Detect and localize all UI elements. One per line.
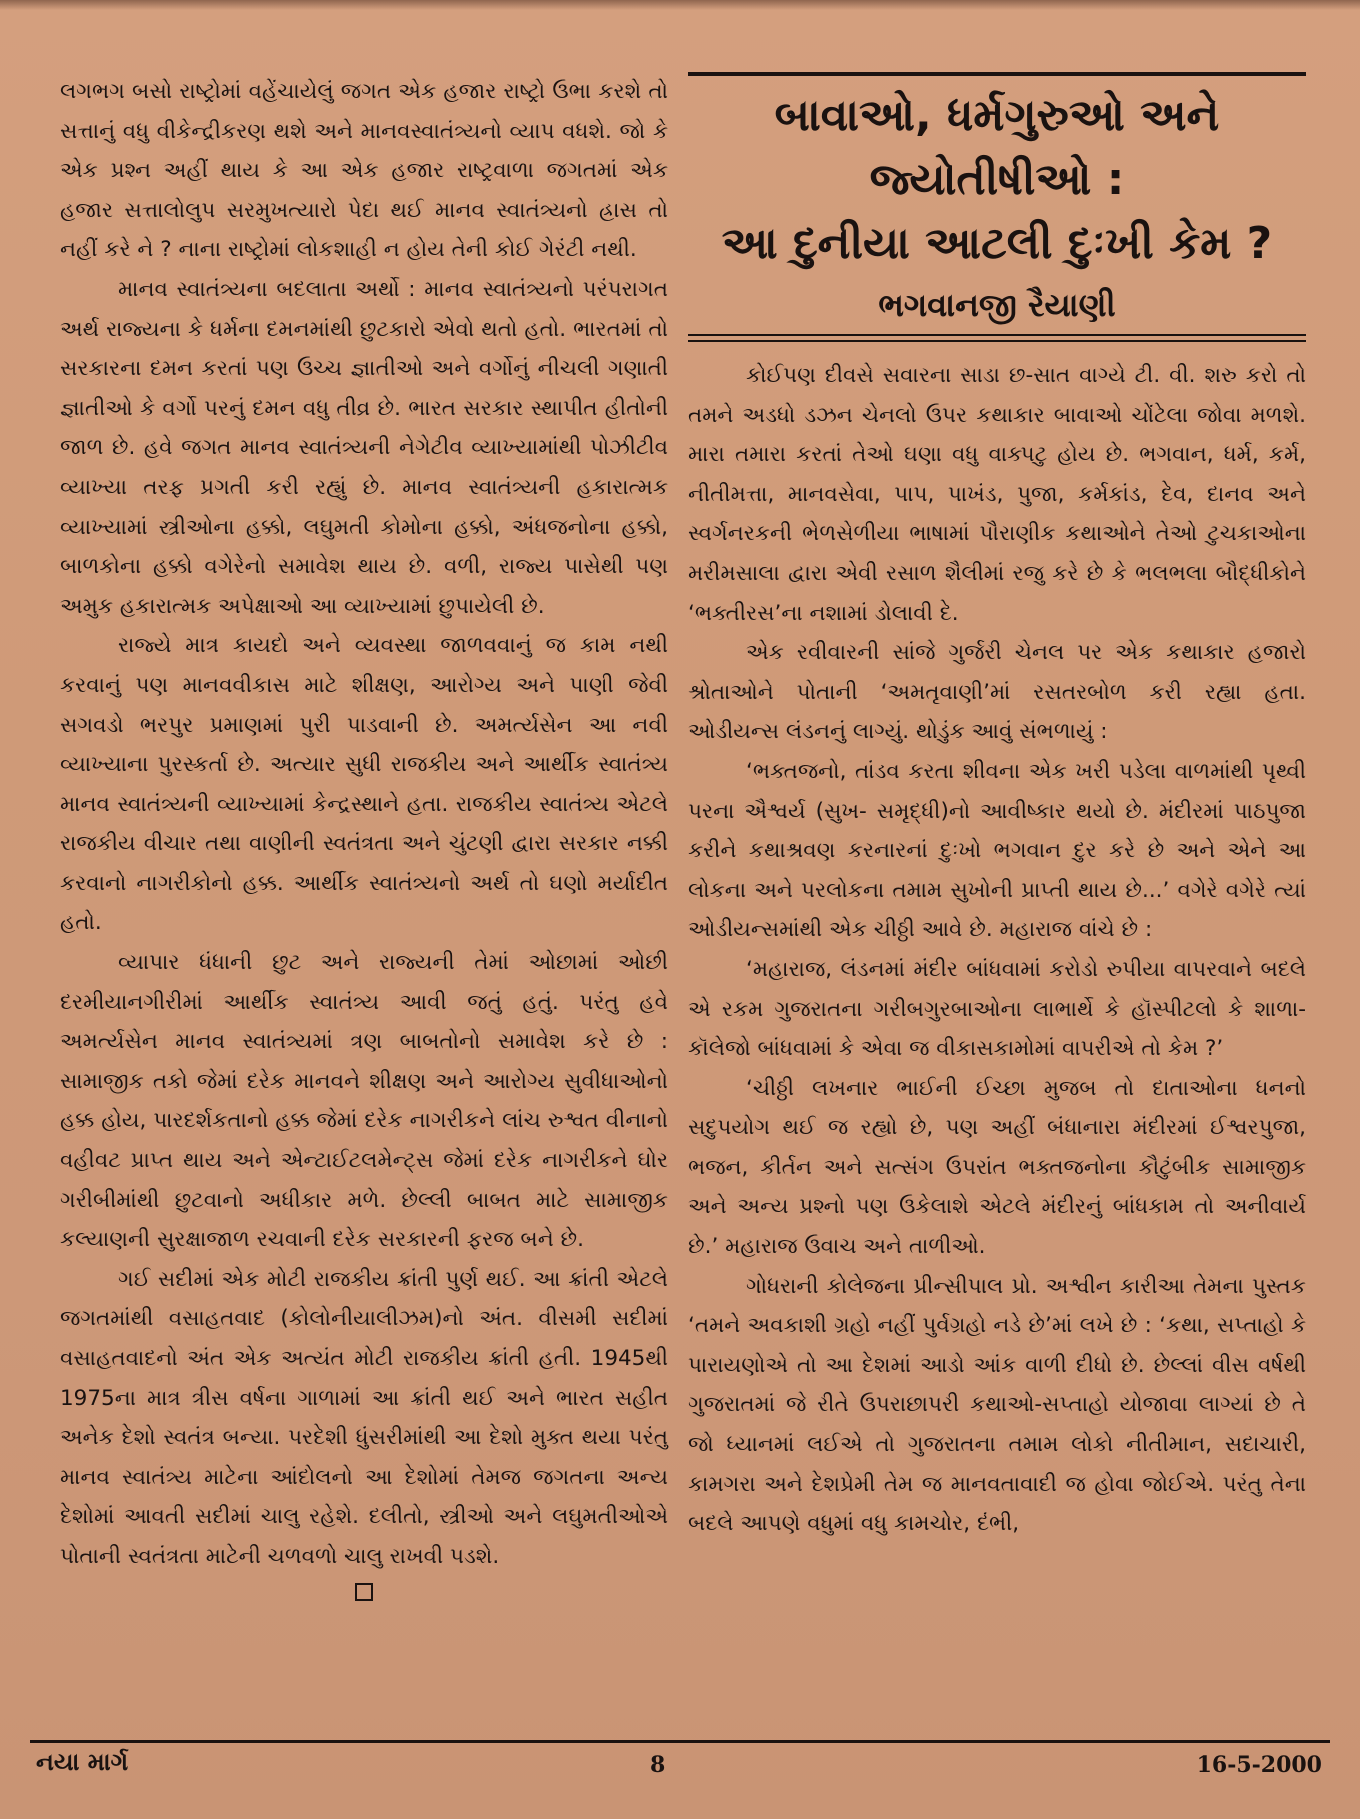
left-column	[60, 72, 668, 1601]
page-top-edge	[0, 0, 1360, 10]
article-body	[688, 356, 1306, 1544]
left-paragraph-3: રાજ્યે માત્ર કાયદો અને વ્યવસ્થા જાળવવાનું જ કામ નથી કરવાનું પણ માનવવીકાસ માટે શીક્ષણ, આરોગ્ય અને પાણી જેવી સગવડો ભરપુર પ્રમાણમાં પુરી પાડવાની છે. અમર્ત્યસેન આ નવી વ્યાખ્યાના પુરસ્કર્તા છે. અત્યાર સુધી રાજકીય અને આર્થીક સ્વાતંત્ર્ય માનવ સ્વાતંત્ર્યની વ્યાખ્યામાં કેન્દ્રસ્થાને હતા. રાજકીય સ્વાતંત્ર્ય એટલે રાજકીય વીચાર તથા વાણીની સ્વતંત્રતા અને ચુંટણી દ્વારા સરકાર નક્કી કરવાનો નાગરીકોનો હક્ક. આર્થીક સ્વાતંત્ર્યનો અર્થ તો ઘણો મર્યાદીત હતો.	[60, 633, 668, 936]
left-paragraph-5: ગઈ સદીમાં એક મોટી રાજકીય ક્રાંતી પુર્ણ થઈ. આ ક્રાંતી એટલે જગતમાંથી વસાહતવાદ (કોલોનીયાલીઝમ)નો અંત. વીસમી સદીમાં વસાહતવાદનો અંત એક અત્યંત મોટી રાજકીય ક્રાંતી હતી. 1945થી 1975ના માત્ર ત્રીસ વર્ષના ગાળામાં આ ક્રાંતી થઈ અને ભારત સહીત અનેક દેશો સ્વતંત્ર બન્યા. પરદેશી ધુંસરીમાંથી આ દેશો મુક્ત થયા પરંતુ માનવ સ્વાતંત્ર્ય માટેના આંદોલનો આ દેશોમાં તેમજ જગતના અન્ય દેશોમાં આવતી સદીમાં ચાલુ રહેશે. દલીતો, સ્ત્રીઓ અને લઘુમતીઓએ પોતાની સ્વતંત્રતા માટેની ચળવળો ચાલુ રાખવી પડશે.	[60, 1266, 668, 1569]
article-end-mark	[355, 1583, 373, 1601]
article-paragraph-3: ‘ભક્તજનો, તાંડવ કરતા શીવના એક ખરી પડેલા વાળમાંથી પૃથ્વી પરના ઐશ્વર્ય (સુખ- સમૃદ્ધી)નો આવીષ્કાર થયો છે. મંદીરમાં પાઠપુજા કરીને કથાશ્રવણ કરનારનાં દુઃખો ભગવાન દુર કરે છે અને એને આ લોકના અને પરલોકના તમામ સુખોની પ્રાપ્તી થાય છે...’ વગેરે વગેરે ત્યાં ઓડીયન્સમાંથી એક ચીઠ્ઠી આવે છે. મહારાજ વાંચે છે :	[688, 758, 1306, 943]
left-paragraph-2: માનવ સ્વાતંત્ર્યના બદલાતા અર્થો : માનવ સ્વાતંત્ર્યનો પરંપરાગત અર્થ રાજ્યના કે ધર્મના દમનમાંથી છુટકારો એવો થતો હતો. ભારતમાં તો સરકારના દમન કરતાં પણ ઉચ્ચ જ્ઞાતીઓ અને વર્ગોનું નીચલી ગણાતી જ્ઞાતીઓ કે વર્ગો પરનું દમન વધુ તીવ્ર છે. ભારત સરકાર સ્થાપીત હીતોની જાળ છે. હવે જગત માનવ સ્વાતંત્ર્યની નેગેટીવ વ્યાખ્યામાંથી પોઝીટીવ વ્યાખ્યા તરફ પ્રગતી કરી રહ્યું છે. માનવ સ્વાતંત્ર્યની હકારાત્મક વ્યાખ્યામાં સ્ત્રીઓના હક્કો, લઘુમતી કોમોના હક્કો, અંધજનોના હક્કો, બાળકોના હક્કો વગેરેનો સમાવેશ થાય છે. વળી, રાજ્ય પાસેથી પણ અમુક હકારાત્મક અપેક્ષાઓ આ વ્યાખ્યામાં છુપાયેલી છે.	[60, 276, 668, 619]
page-number: 8	[650, 1752, 666, 1778]
article-paragraph-4: ‘મહારાજ, લંડનમાં મંદીર બાંધવામાં કરોડો રુપીયા વાપરવાને બદલે એ રકમ ગુજરાતના ગરીબગુરબાઓના લાભાર્થે કે હૉસ્પીટલો કે શાળા-કૉલેજો બાંધવામાં કે એવા જ વીકાસકામોમાં વાપરીએ તો કેમ ?’	[688, 956, 1306, 1062]
headline-top-rule	[688, 72, 1306, 76]
article-paragraph-2: એક રવીવારની સાંજે ગુર્જરી ચેનલ પર એક કથાકાર હજારો શ્રોતાઓને પોતાની ‘અમતૃવાણી’માં રસતરબોળ કરી રહ્યા હતા. ઓડીયન્સ લંડનનું લાગ્યું. થોડુંક આવું સંભળાયું :	[688, 640, 1306, 745]
footer-rule	[30, 1740, 1330, 1743]
article-paragraph-6: ગોધરાની કોલેજના પ્રીન્સીપાલ પ્રો. અશ્વીન કારીઆ તેમના પુસ્તક ‘તમને અવકાશી ગ્રહો નહીં પુર્વગ્રહો નડે છે’માં લખે છે : ‘કથા, સપ્તાહો કે પારાયણોએ તો આ દેશમાં આડો આંક વાળી દીધો છે. છેલ્લાં વીસ વર્ષથી ગુજરાતમાં જે રીતે ઉપરાછાપરી કથાઓ-સપ્તાહો યોજાવા લાગ્યાં છે તે જો ધ્યાનમાં લઈએ તો ગુજરાતના તમામ લોકો નીતીમાન, સદાચારી, કામગરા અને દેશપ્રેમી તેમ જ માનવતાવાદી જ હોવા જોઈએ. પરંતુ તેના બદલે આપણે વધુમાં વધુ કામચોર, દંભી,	[688, 1273, 1306, 1537]
author-underline-rule	[688, 334, 1306, 342]
article-author: ભગવાનજી રૈયાણી	[878, 286, 1116, 324]
right-column	[688, 72, 1306, 1544]
publication-name: નયા માર્ગ	[36, 1748, 129, 1776]
article-paragraph-5: ‘ચીઠ્ઠી લખનાર ભાઈની ઈચ્છા મુજબ તો દાતાઓના ધનનો સદુપયોગ થઈ જ રહ્યો છે, પણ અહીં બંધાનારા મંદીરમાં ઈશ્વરપુજા, ભજન, કીર્તન અને સત્સંગ ઉપરાંત ભક્તજનોના કૌટુંબીક સામાજીક અને અન્ય પ્રશ્નો પણ ઉકેલાશે એટલે મંદીરનું બાંધકામ તો અનીવાર્ય છે.’ મહારાજ ઉવાચ અને તાળીઓ.	[688, 1075, 1306, 1260]
issue-date: 16-5-2000	[1196, 1752, 1322, 1778]
left-paragraph-1: લગભગ બસો રાષ્ટ્રોમાં વહેંચાયેલું જગત એક હજાર રાષ્ટ્રો ઉભા કરશે તો સત્તાનું વધુ વીકેન્દ્રીકરણ થશે અને માનવસ્વાતંત્ર્યનો વ્યાપ વધશે. જો કે એક પ્રશ્ન અહીં થાય કે આ એક હજાર રાષ્ટ્રવાળા જગતમાં એક હજાર સત્તાલોલુપ સરમુખત્યારો પેદા થઈ માનવ સ્વાતંત્ર્યનો હ્રાસ તો નહીં કરે ને ? નાના રાષ્ટ્રોમાં લોકશાહી ન હોય તેની કોઈ ગેરંટી નથી.	[60, 79, 668, 263]
left-paragraph-4: વ્યાપાર ધંધાની છુટ અને રાજ્યની તેમાં ઓછામાં ઓછી દરમીયાનગીરીમાં આર્થીક સ્વાતંત્ર્ય આવી જતું હતું. પરંતુ હવે અમર્ત્યસેન માનવ સ્વાતંત્ર્યમાં ત્રણ બાબતોનો સમાવેશ કરે છે : સામાજીક તકો જેમાં દરેક માનવને શીક્ષણ અને આરોગ્ય સુવીધાઓનો હક્ક હોય, પારદર્શકતાનો હક્ક જેમાં દરેક નાગરીકને લાંચ રુશ્વત વીનાનો વહીવટ પ્રાપ્ત થાય અને એન્ટાઈટલમેન્ટ્સ જેમાં દરેક નાગરીકને ઘોર ગરીબીમાંથી છુટવાનો અધીકાર મળે. છેલ્લી બાબત માટે સામાજીક કલ્યાણની સુરક્ષાજાળ રચવાની દરેક સરકારની ફરજ બને છે.	[60, 950, 668, 1253]
article-paragraph-1: કોઈપણ દીવસે સવારના સાડા છ-સાત વાગ્યે ટી. વી. શરુ કરો તો તમને અડધો ડઝન ચેનલો ઉપર કથાકાર બાવાઓ ચોંટેલા જોવા મળશે. મારા તમારા કરતાં તેઓ ઘણા વધુ વાક્પટુ હોય છે. ભગવાન, ધર્મ, કર્મ, નીતીમત્તા, માનવસેવા, પાપ, પાખંડ, પુજા, કર્મકાંડ, દેવ, દાનવ અને સ્વર્ગનરકની ભેળસેળીયા ભાષામાં પૌરાણીક કથાઓને તેઓ ટુચકાઓના મરીમસાલા દ્વારા એવી રસાળ શૈલીમાં રજુ કરે છે કે ભલભલા બૌદ્ધીકોને ‘ભક્તીરસ’ના નશામાં ડોલાવી દે.	[688, 363, 1306, 626]
article-headline-line-1: બાવાઓ, ધર્મગુરુઓ અને જ્યોતીષીઓ :	[774, 90, 1220, 205]
article-headline-line-2: આ દુનીયા આટલી દુઃખી કેમ ?	[721, 218, 1273, 269]
